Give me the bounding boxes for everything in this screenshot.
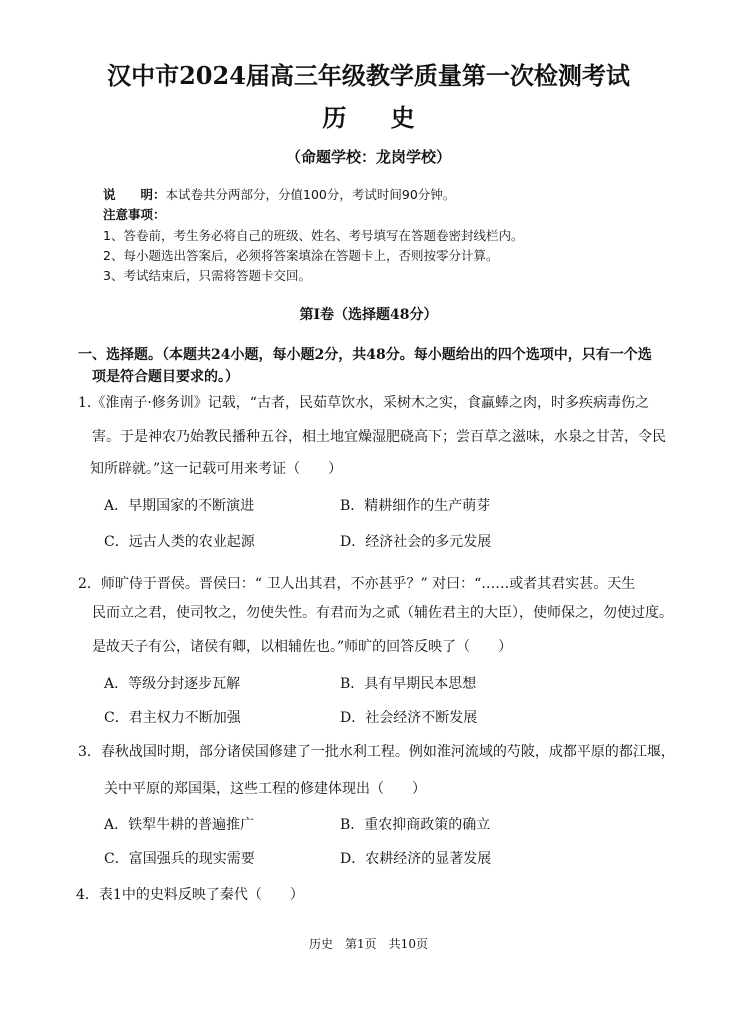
notice-item: 3、考试结束后，只需将答题卡交回。 [103, 268, 311, 283]
question-4-line: 4．表1中的史料反映了秦代（ ） [76, 887, 304, 903]
question-1-option-d: D．经济社会的多元发展 [340, 534, 492, 550]
question-2-line: 是故天子有公，诸侯有卿，以相辅佐也。”师旷的回答反映了（ ） [92, 639, 513, 655]
section-heading-cont: 项是符合题目要求的。） [92, 369, 239, 385]
question-3-option-d: D．农耕经济的显著发展 [340, 851, 492, 867]
question-3-line: 关中平原的郑国渠，这些工程的修建体现出（ ） [104, 781, 426, 797]
question-2-line: 2．师旷侍于晋侯。晋侯曰：“ 卫人出其君，不亦甚乎？” 对曰：“……或者其君实甚。天生 [78, 576, 636, 592]
subject-title: 历 史 [322, 103, 433, 132]
question-2-option-a: A．等级分封逐步瓦解 [104, 676, 241, 692]
question-3-option-b: B．重农抑商政策的确立 [340, 817, 491, 833]
explain-text: 本试卷共分两部分，分值100分，考试时间90分钟。 [165, 187, 456, 202]
question-1-option-b: B．精耕细作的生产萌芽 [340, 498, 491, 514]
exam-title: 汉中市2024届高三年级教学质量第一次检测考试 [107, 61, 630, 90]
question-1-line: 知所辟就。”这一记载可用来考证（ ） [90, 461, 343, 477]
question-2-option-b: B．具有早期民本思想 [340, 676, 477, 692]
question-3-line: 3．春秋战国时期，部分诸侯国修建了一批水利工程。例如淮河流域的芍陂，成都平原的都江堰， [78, 744, 675, 760]
question-1-option-c: C．远古人类的农业起源 [104, 534, 255, 550]
page-footer: 历史 第1页 共10页 [309, 937, 428, 951]
question-1-line: 1.《淮南子·修务训》记载，“古者，民茹草饮水，采树木之实，食蠃蜯之肉，时多疾病毒伤之 [78, 395, 649, 411]
question-3-option-c: C．富国强兵的现实需要 [104, 851, 255, 867]
section-heading: 一、选择题。（本题共24小题，每小题2分，共48分。每小题给出的四个选项中，只有一个选 [78, 347, 652, 363]
question-1-option-a: A．早期国家的不断演进 [104, 498, 255, 514]
notice-item: 2、每小题选出答案后，必须将答案填涂在答题卡上，否则按零分计算。 [103, 248, 499, 263]
notice-item: 1、答卷前，考生务必将自己的班级、姓名、考号填写在答题卷密封线栏内。 [103, 228, 524, 243]
question-2-line: 民而立之君，使司牧之，勿使失性。有君而为之贰（辅佐君主的大臣），使师保之，勿使过度。 [92, 605, 673, 621]
question-2-option-c: C．君主权力不断加强 [104, 710, 241, 726]
part-title: 第Ⅰ卷（选择题48分） [299, 307, 438, 323]
notice-label: 注意事项： [103, 207, 166, 222]
explain-line [103, 189, 455, 202]
question-2-option-d: D．社会经济不断发展 [340, 710, 478, 726]
school-line: （命题学校：龙岗学校） [285, 148, 451, 166]
explain-label: 说 明： [103, 187, 166, 202]
question-3-option-a: A．铁犁牛耕的普遍推广 [104, 817, 255, 833]
question-1-line: 害。于是神农乃始教民播种五谷，相土地宜燥湿肥硗高下；尝百草之滋味，水泉之甘苦，令民 [92, 429, 666, 445]
